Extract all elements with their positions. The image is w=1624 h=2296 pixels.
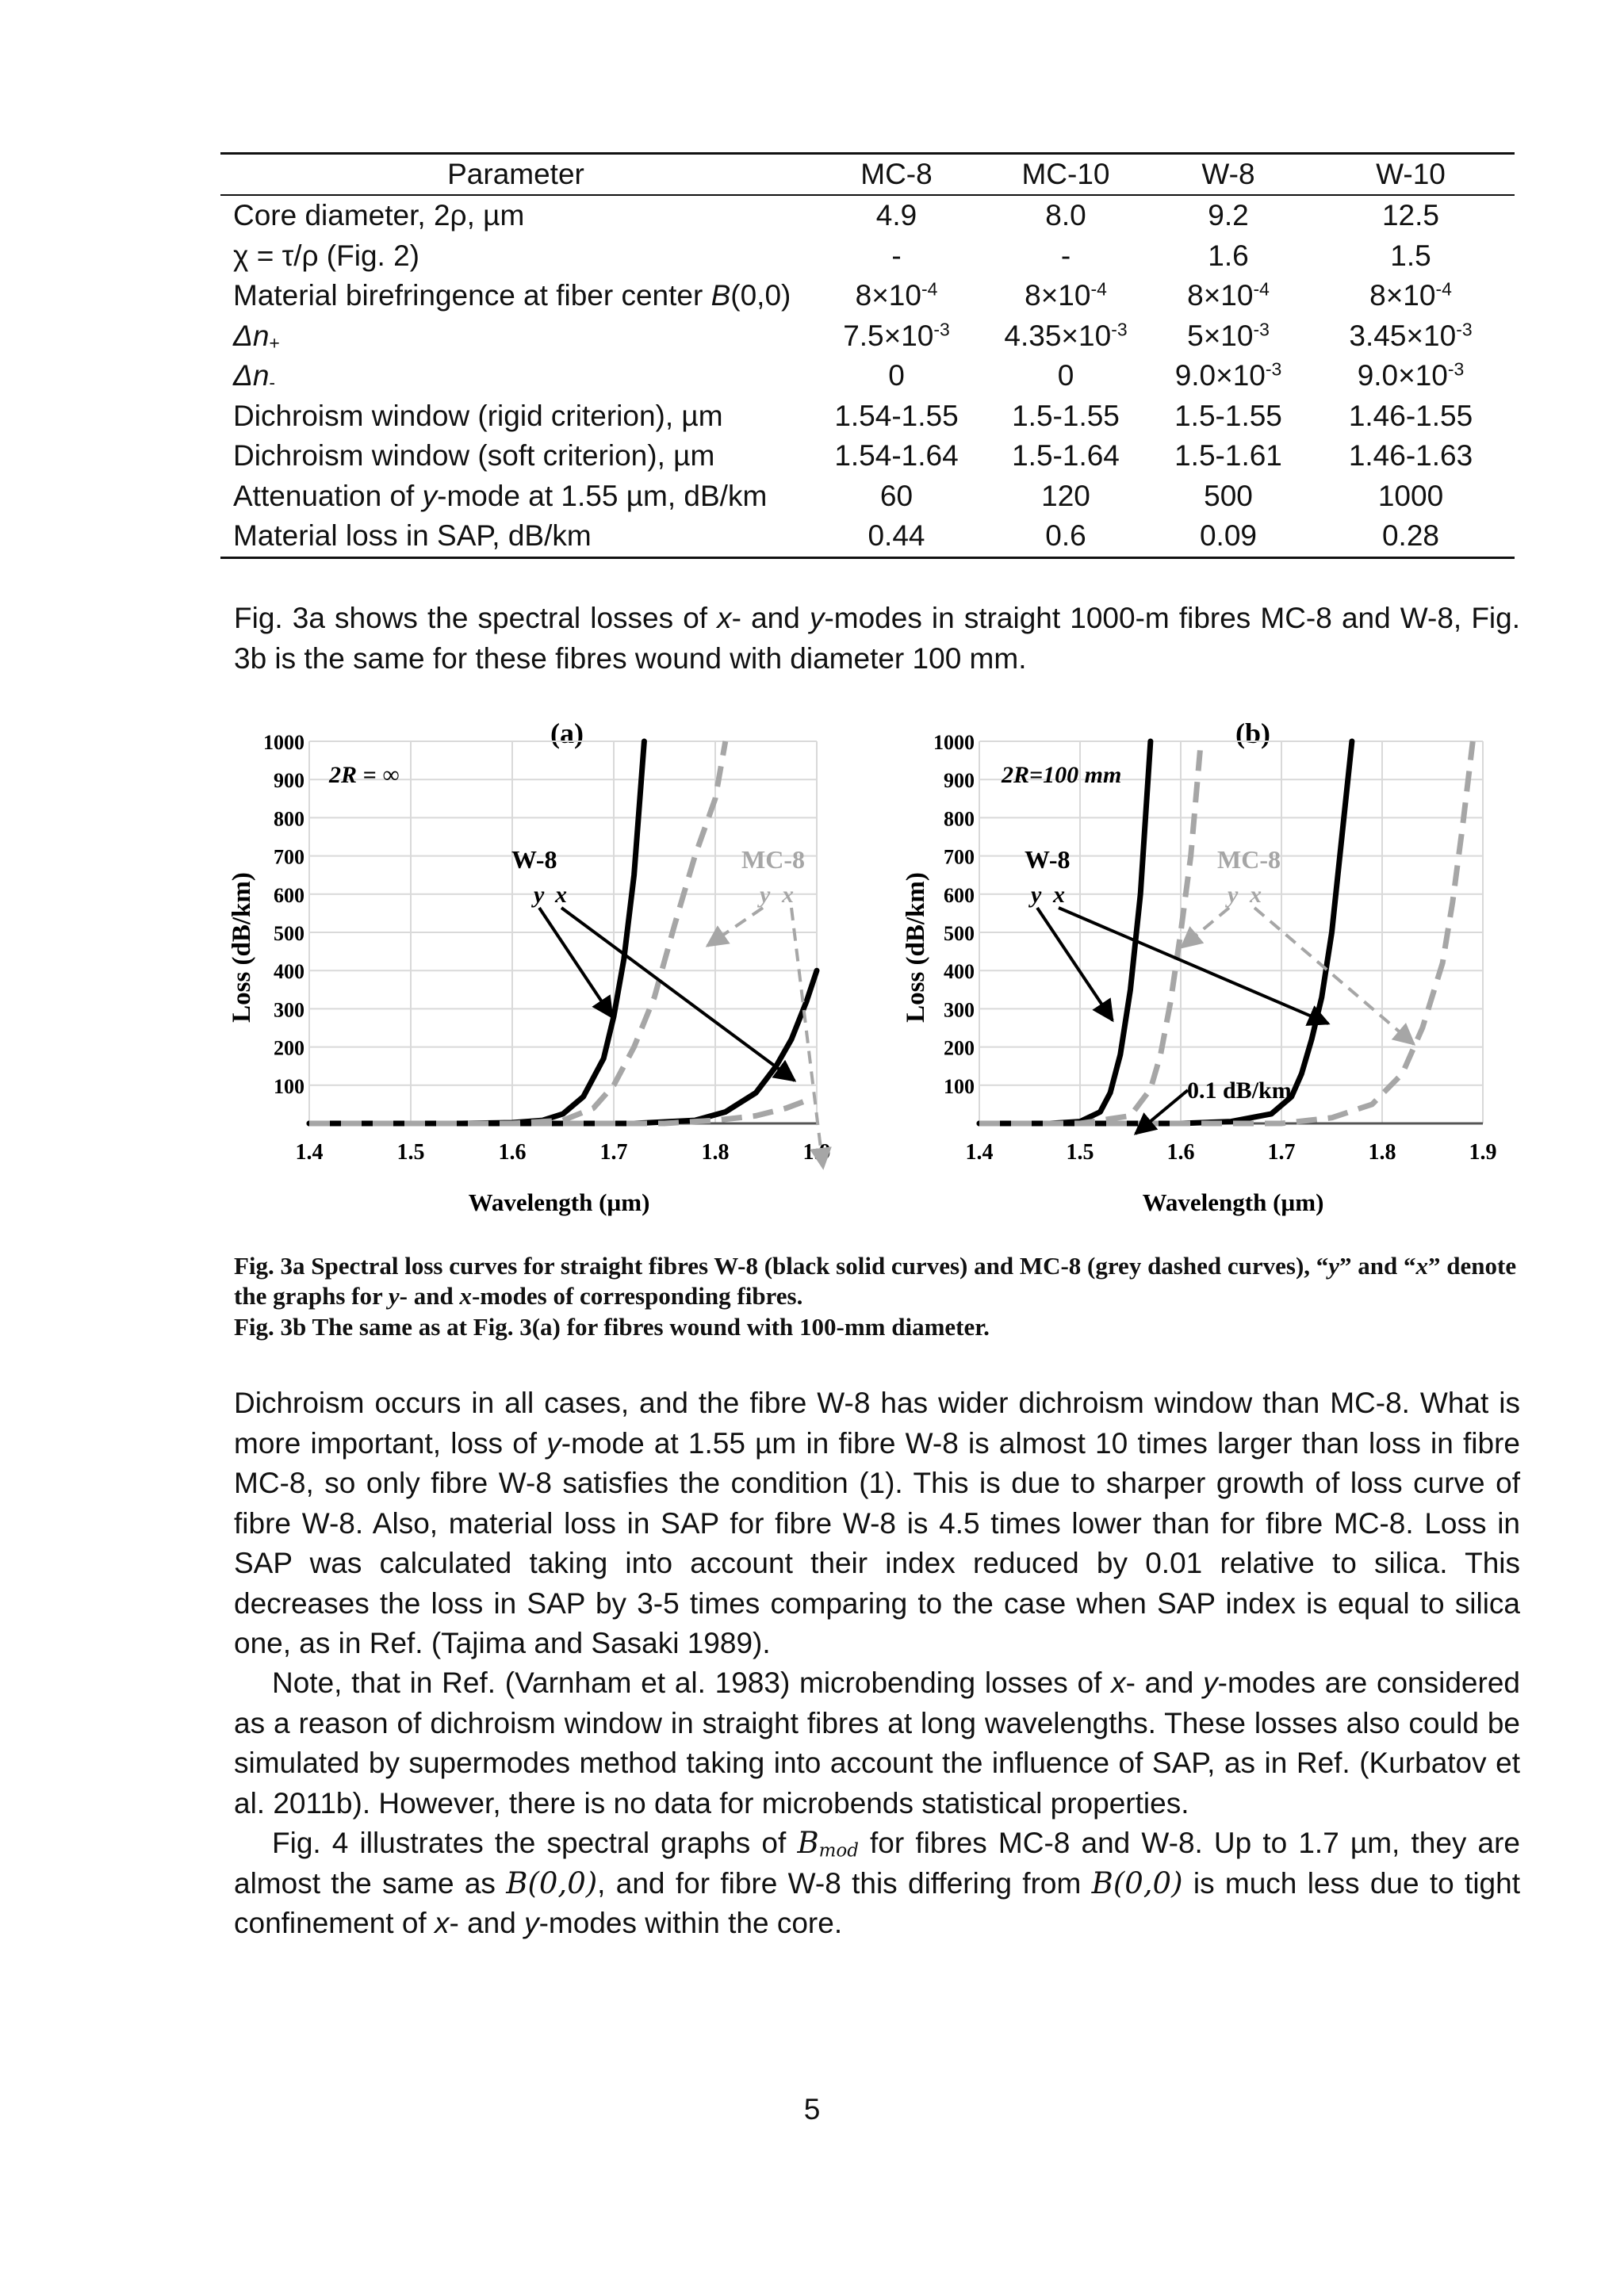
table-row [220, 476, 1515, 517]
page-number: 5 [803, 2093, 821, 2126]
table-cell: $8\times 10^{-4}$ [1025, 278, 1107, 312]
y-tick-label: 700 [274, 845, 304, 869]
table-cell: - [1060, 239, 1071, 272]
figure-caption-a: Fig. 3a Spectral loss curves for straight fibres W-8 (black solid curves) and MC-8 (grey dashed curves), “y” and “x” denote the graphs for y- and x-modes of corresponding fibres. [234, 1252, 1517, 1310]
y-tick-label: 900 [944, 769, 975, 793]
x-tick-label: 1.4 [295, 1140, 324, 1165]
table-cell: $8\times 10^{-4}$ [855, 278, 938, 312]
body-paragraph: Dichroism occurs in all cases, and the fibre W-8 has wider dichroism window than MC-8. What is more important, loss of y-mode at 1.55 µm in fibre W-8 is almost 10 times larger than loss in fibre MC-8, so only fibre W-8 satisfies the condition (1). This is due to sharper growth of loss curve of fibre W-8. Also, material loss in SAP for fibre W-8 is 4.5 times lower than for fibre MC-8. Loss in SAP was calculated taking into account their index reduced by 0.01 relative to silica. This decreases the loss in SAP by 3-5 times comparing to the case when SAP index is equal to silica one, as in Ref. (Tajima and Sasaki 1989). [234, 1387, 1520, 1659]
x-axis-label: Wavelength (µm) [1142, 1188, 1324, 1216]
y-tick-label: 700 [944, 845, 975, 869]
y-mode-label: y [1228, 882, 1239, 908]
row-label: Dichroism window (rigid criterion), µm [233, 399, 723, 432]
table-header-cell: Parameter [447, 158, 584, 190]
table-cell: 1.6 [1208, 239, 1249, 272]
y-tick-label: 400 [944, 960, 975, 984]
chart-panel-a [228, 718, 831, 1216]
table-cell: 0.44 [868, 519, 925, 553]
y-tick-label: 800 [944, 807, 975, 831]
table-cell: 1.54-1.55 [834, 399, 959, 432]
table-cell: 0 [888, 359, 905, 392]
table-cell: $8\times 10^{-4}$ [1187, 278, 1270, 312]
x-tick-label: 1.8 [1368, 1140, 1396, 1165]
w8-label: W-8 [511, 845, 557, 874]
x-tick-label: 1.6 [1166, 1140, 1195, 1165]
row-label: Attenuation of y-mode at 1.55 µm, dB/km [233, 479, 768, 512]
y-mode-label: y [1031, 882, 1042, 908]
table-cell: 1.5-1.55 [1012, 399, 1120, 432]
table-cell: 1.5-1.64 [1012, 439, 1120, 473]
y-tick-label: 300 [944, 998, 975, 1022]
table-row [220, 276, 1515, 316]
chart-title: (b) [1235, 718, 1270, 749]
table-cell: 0.6 [1045, 519, 1086, 553]
table-cell: 500 [1204, 479, 1253, 512]
y-axis-label: Loss (dB/km) [228, 872, 256, 1023]
chart-panel-b [902, 718, 1497, 1216]
table-cell: 0.09 [1199, 519, 1257, 553]
parameters-table [220, 152, 1515, 559]
y-tick-label: 300 [274, 998, 304, 1022]
body-paragraph: Fig. 4 illustrates the spectral graphs of $B_{mod}$ for fibres MC-8 and W-8. Up to 1.7 µm, they are almost the same as B(0,0), and for fibre W-8 this differing from B(0,0) is much less due to tight confinement of x- and y-modes within the core. [234, 1826, 1521, 1939]
y-mode-label: y [534, 882, 545, 908]
row-label: Material loss in SAP, dB/km [233, 519, 592, 553]
y-tick-label: 600 [944, 883, 975, 907]
x-axis-ticks [966, 1140, 1497, 1165]
table-cell: 9.2 [1208, 199, 1249, 232]
arrow-w8-y [539, 908, 612, 1017]
table-cell: - [891, 239, 902, 272]
figure-caption-b: Fig. 3b The same as at Fig. 3(a) for fibres wound with 100-mm diameter. [234, 1313, 990, 1341]
table-cell: 1.5-1.55 [1174, 399, 1282, 432]
x-axis-ticks [296, 1140, 831, 1165]
table-header-cell: MC-10 [1021, 158, 1110, 190]
y-tick-label: 500 [274, 922, 304, 945]
table-cell: 1.46-1.63 [1348, 439, 1473, 473]
x-tick-label: 1.7 [599, 1140, 628, 1165]
table-row [220, 396, 1515, 437]
y-tick-label: 200 [274, 1036, 304, 1060]
table-cell: 1.46-1.55 [1348, 399, 1473, 432]
row-label: Dichroism window (soft criterion), µm [233, 439, 715, 473]
grid [309, 741, 817, 1123]
chart-title: (a) [550, 718, 584, 749]
y-tick-label: 1000 [263, 731, 304, 754]
arrow-mc8-x [791, 908, 823, 1168]
y-tick-label: 200 [944, 1036, 975, 1060]
table-cell: 1.5 [1390, 239, 1431, 272]
y-tick-label: 1000 [933, 731, 975, 754]
body-paragraph: Note, that in Ref. (Varnham et al. 1983) microbending losses of x- and y-modes are considered as a reason of dichroism window in straight fibres at long wavelengths. These losses also could be simulated by supermodes method taking into account the influence of SAP, as in Ref. (Kurbatov et al. 2011b). However, there is no data for microbends statistical properties. [234, 1667, 1520, 1820]
y-tick-label: 400 [274, 960, 304, 984]
row-label: $\Delta n_-$ [233, 359, 276, 393]
table-cell: $9.0\times 10^{-3}$ [1357, 358, 1465, 392]
figure-3 [222, 710, 1554, 1221]
y-axis-ticks [263, 731, 304, 1098]
table-cell: $5\times 10^{-3}$ [1187, 319, 1270, 352]
x-tick-label: 1.5 [396, 1140, 425, 1165]
table-cell: $4.35\times 10^{-3}$ [1004, 319, 1128, 352]
x-mode-label: x [1250, 882, 1262, 908]
table-header-row [220, 154, 1515, 196]
table-header-cell: MC-8 [860, 158, 933, 190]
table-cell: 60 [879, 479, 914, 512]
x-tick-label: 1.8 [701, 1140, 730, 1165]
table-row [220, 316, 1515, 357]
table-cell: 0 [1057, 359, 1074, 392]
table-row [220, 195, 1515, 236]
table-cell: 12.5 [1381, 199, 1439, 232]
row-label: Core diameter, 2ρ, µm [233, 199, 525, 232]
x-tick-label: 1.9 [1469, 1140, 1497, 1165]
table-header-cell: W-8 [1201, 158, 1255, 190]
y-mode-label: y [760, 882, 771, 908]
x-tick-label: 1.6 [498, 1140, 527, 1165]
row-label: $\Delta n_+$ [233, 319, 280, 354]
mc8-label: MC-8 [1217, 845, 1281, 874]
table-cell: 8.0 [1045, 199, 1086, 232]
table-row [220, 436, 1515, 476]
row-label: χ = τ/ρ (Fig. 2) [233, 239, 419, 272]
table-header-cell: W-10 [1376, 158, 1446, 190]
table-cell: 120 [1041, 479, 1090, 512]
table-cell: 0.28 [1381, 519, 1439, 553]
x-axis-label: Wavelength (µm) [468, 1188, 650, 1216]
y-axis-label: Loss (dB/km) [902, 872, 930, 1023]
table-row [220, 516, 1515, 557]
table-cell: 1000 [1377, 479, 1444, 512]
w8-label: W-8 [1025, 845, 1071, 874]
x-tick-label: 1.9 [802, 1140, 831, 1165]
loss-threshold-note: 0.1 dB/km [1187, 1077, 1292, 1104]
x-tick-label: 1.5 [1066, 1140, 1094, 1165]
x-tick-label: 1.4 [965, 1140, 994, 1165]
arrow-mc8-y [1182, 908, 1229, 947]
table-cell: $3.45\times 10^{-3}$ [1349, 319, 1473, 352]
row-label: Material birefringence at fiber center B(0,0) [233, 279, 791, 312]
y-axis-ticks [933, 731, 975, 1098]
series-line [309, 1100, 806, 1123]
y-tick-label: 800 [274, 807, 304, 831]
table-cell: 4.9 [875, 199, 917, 232]
table-cell: $9.0\times 10^{-3}$ [1174, 358, 1282, 392]
table-cell: $7.5\times 10^{-3}$ [843, 319, 950, 352]
table-row [220, 236, 1515, 277]
table-cell: 1.5-1.61 [1174, 439, 1282, 473]
table-row [220, 356, 1515, 396]
x-mode-label: x [782, 882, 794, 908]
bend-radius-annotation: 2R=100 mm [1002, 762, 1122, 788]
y-tick-label: 100 [944, 1074, 975, 1098]
table-cell: 1.54-1.64 [834, 439, 959, 473]
y-tick-label: 600 [274, 883, 304, 907]
x-mode-label: x [1053, 882, 1065, 908]
intro-paragraph: Fig. 3a shows the spectral losses of x- and y-modes in straight 1000-m fibres MC-8 and W-8, Fig. 3b is the same for these fibres wound with diameter 100 mm. [234, 602, 1520, 675]
x-tick-label: 1.7 [1267, 1140, 1296, 1165]
arrow-w8-x [1059, 908, 1328, 1024]
y-tick-label: 500 [944, 922, 975, 945]
table-cell: $8\times 10^{-4}$ [1369, 278, 1452, 312]
x-mode-label: x [555, 882, 567, 908]
bend-radius-annotation: 2R = ∞ [329, 762, 400, 788]
y-tick-label: 900 [274, 769, 304, 793]
mc8-label: MC-8 [741, 845, 805, 874]
y-tick-label: 100 [274, 1074, 304, 1098]
